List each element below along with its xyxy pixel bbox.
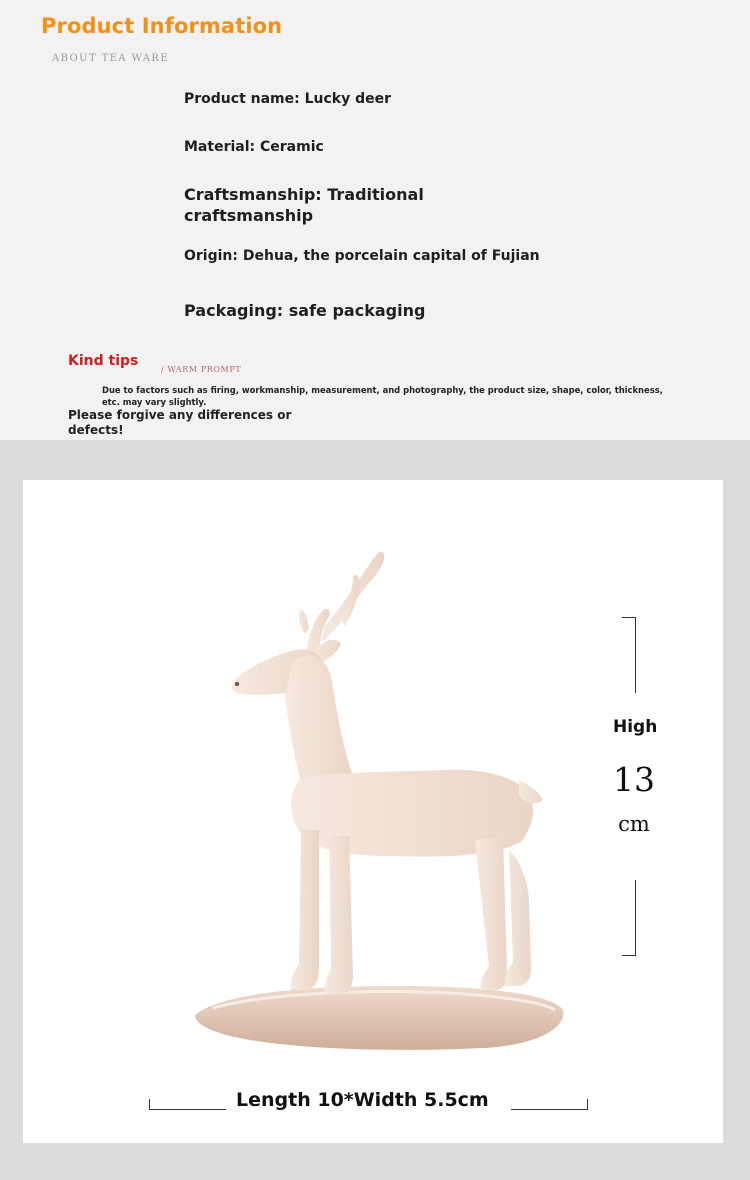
product-craftsmanship: Craftsmanship: Traditional craftsmanship [184,185,424,225]
product-info-section [0,0,750,440]
length-dim-line-left [149,1109,226,1110]
height-dim-tick-top [622,617,636,618]
snout-detail [235,682,239,686]
product-packaging: Packaging: safe packaging [184,301,426,320]
product-name: Product name: Lucky deer [184,91,392,107]
section-subtitle: ABOUT TEA WARE [52,53,170,64]
product-photo [23,480,723,1143]
height-dim-line-bottom [635,880,636,956]
figurine-deer [232,552,543,994]
height-dim-line-top [635,617,636,693]
tips-title: Kind tips [68,353,139,369]
length-dim-line-right [511,1109,588,1110]
tips-subtitle: / WARM PROMPT [161,365,242,374]
height-value: 13 [613,760,655,799]
length-dim-tick-right [587,1099,588,1110]
tips-body: Due to factors such as firing, workmanship, measurement, and photography, the product size, shape, color, thickness, etc. may vary slightly. [102,385,663,407]
product-origin: Origin: Dehua, the porcelain capital of Fujian [184,248,540,264]
figurine-base [195,986,563,1050]
height-label: High [613,717,658,737]
product-material: Material: Ceramic [184,139,324,155]
length-dim-tick-left [149,1099,150,1110]
section-title: Product Information [41,14,283,38]
length-label: Length 10*Width 5.5cm [236,1089,489,1111]
tips-forgive: Please forgive any differences or defects! [68,408,292,437]
height-unit: cm [618,812,650,836]
height-dim-tick-bottom [622,955,636,956]
